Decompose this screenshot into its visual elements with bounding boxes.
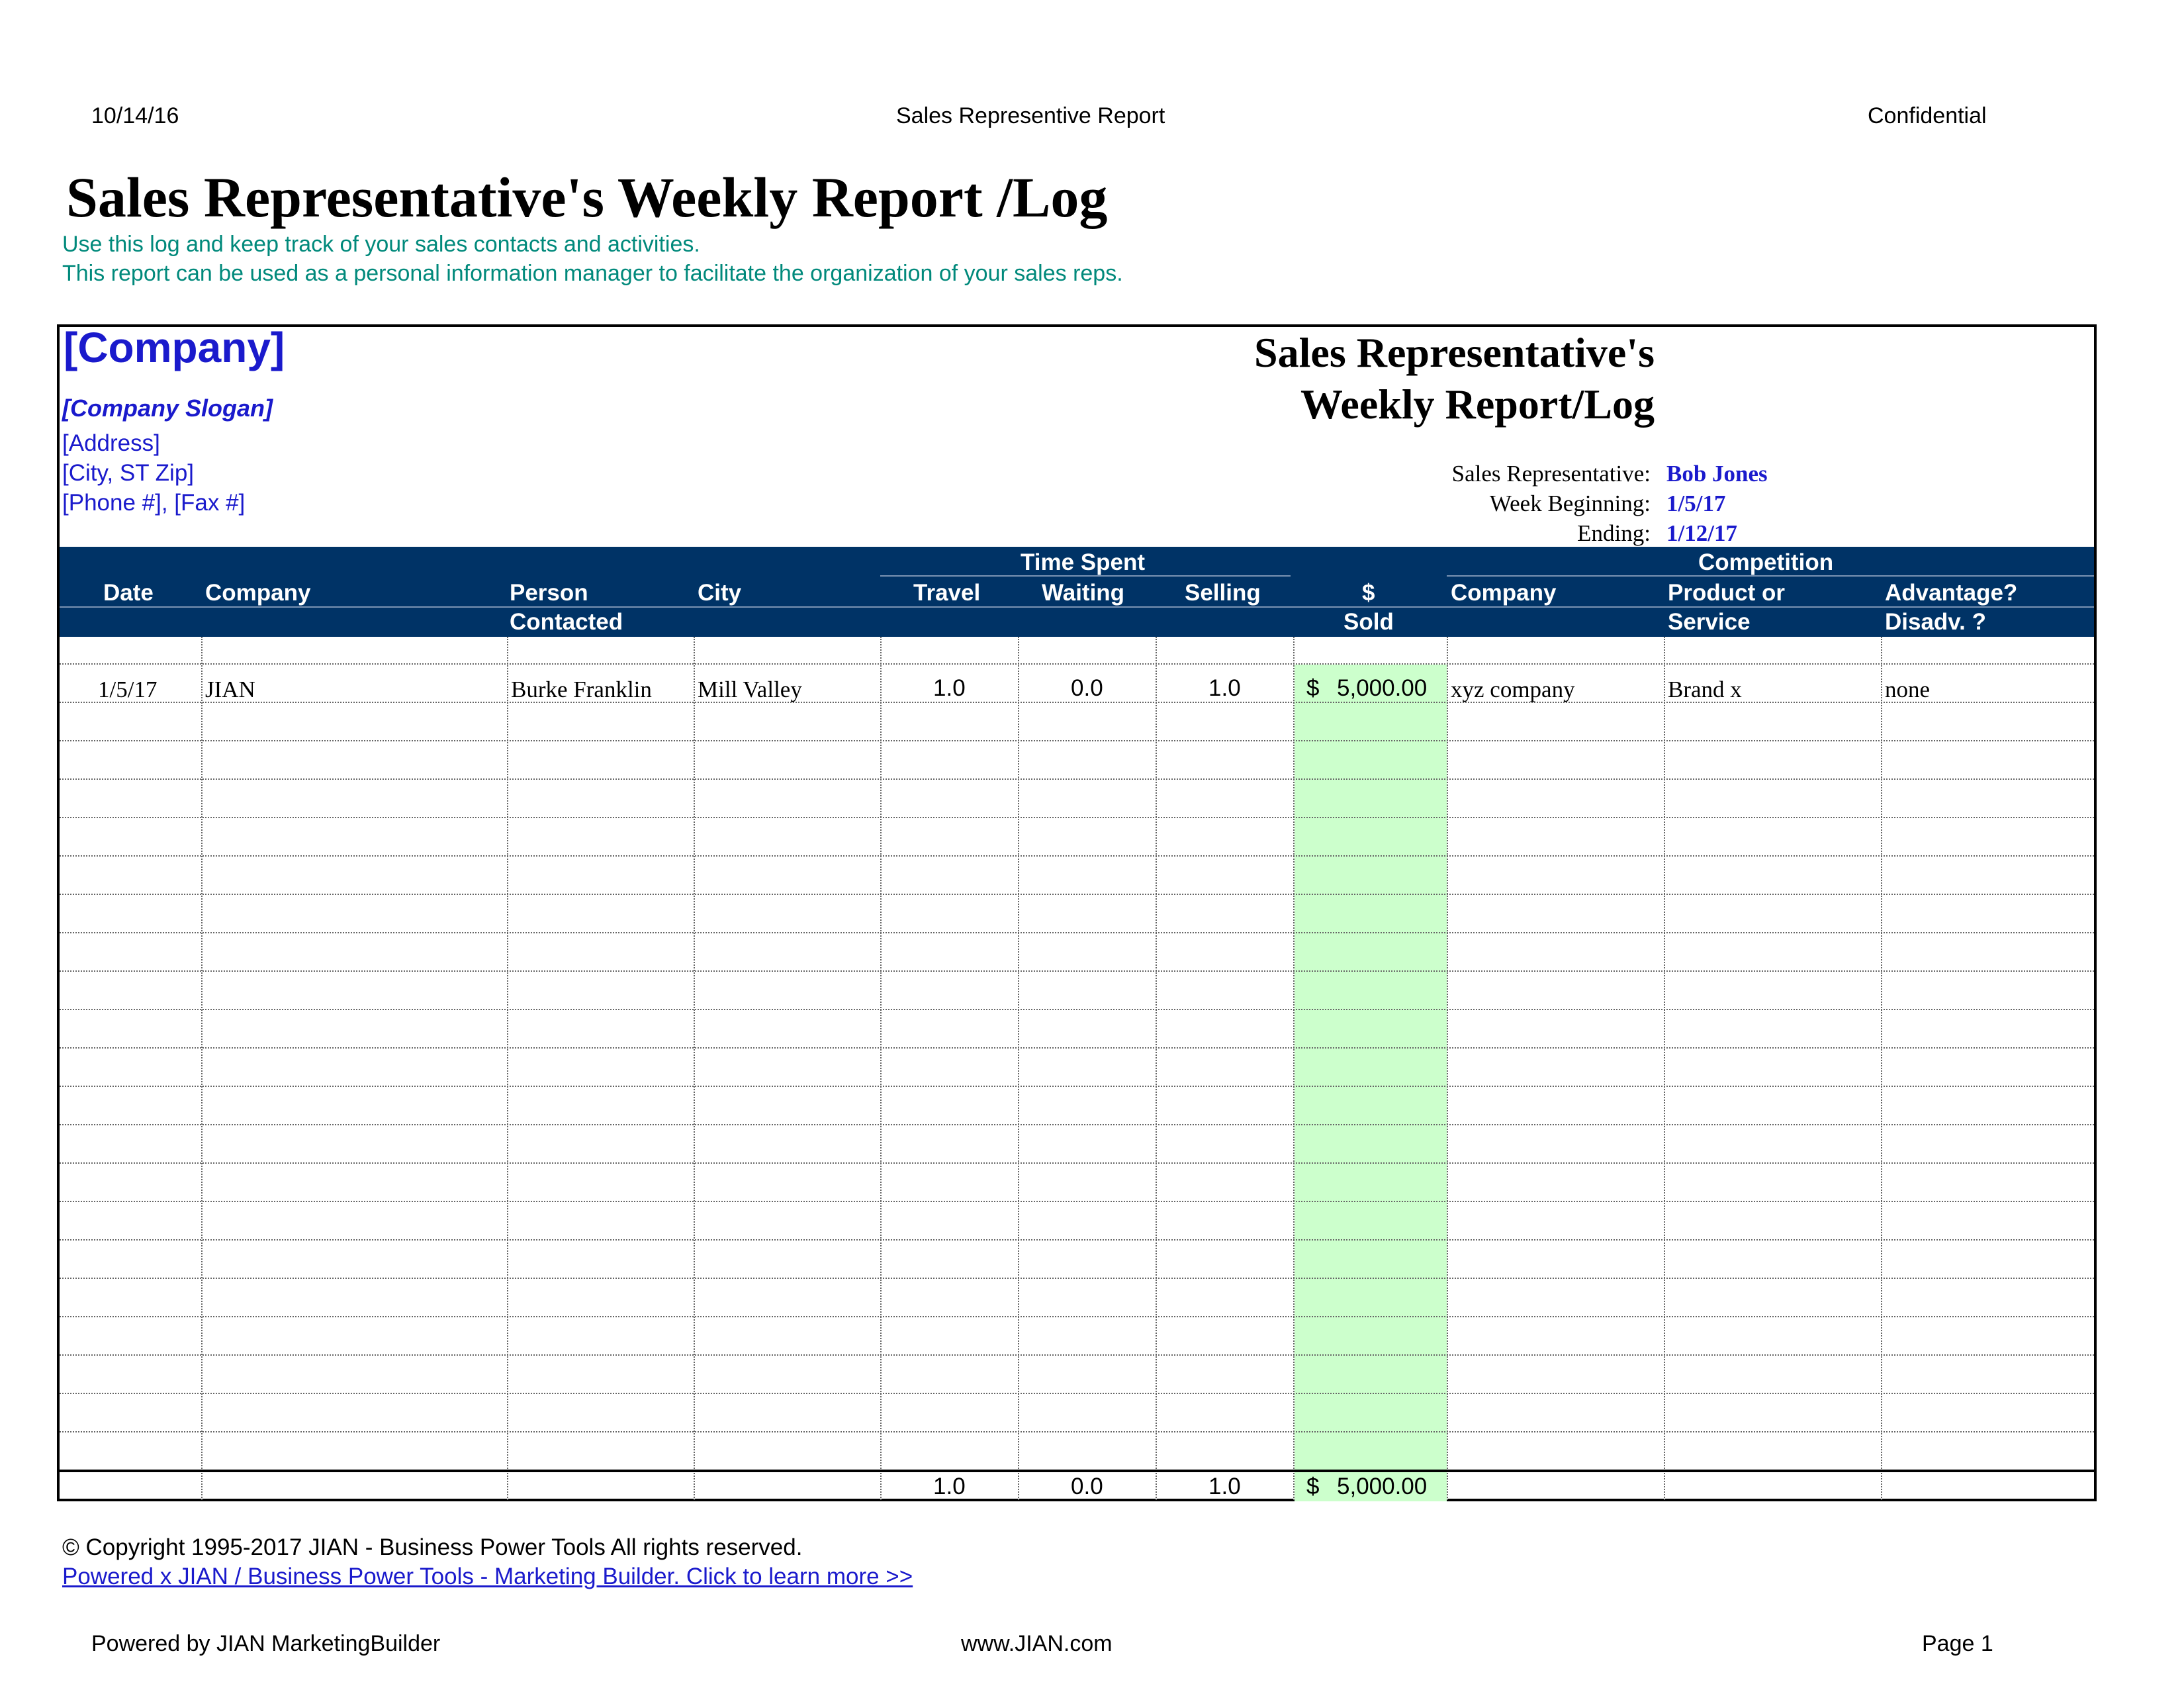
week-beginning-label: Week Beginning: <box>1489 491 1651 516</box>
col-header-sold: Sold <box>1343 609 1394 635</box>
total-selling: 1.0 <box>1208 1474 1241 1499</box>
header-center-title: Sales Representive Report <box>896 103 1165 128</box>
table-row <box>60 1394 2094 1432</box>
row1-person[interactable]: Burke Franklin <box>511 677 652 702</box>
ending-value[interactable]: 1/12/17 <box>1666 520 1737 546</box>
table-row <box>60 1125 2094 1164</box>
col-header-comp-company: Company <box>1451 580 1557 606</box>
company-address: [Address] <box>62 430 160 456</box>
table-row <box>60 703 2094 741</box>
report-title-line-1: Sales Representative's <box>1254 329 1655 376</box>
row1-advantage[interactable]: none <box>1885 677 1931 702</box>
table-row <box>60 741 2094 780</box>
table-row <box>60 895 2094 933</box>
table-row <box>60 1010 2094 1049</box>
col-header-product-2: Service <box>1668 609 1751 635</box>
col-divider <box>1664 637 1665 1500</box>
footer-powered-by: Powered by JIAN MarketingBuilder <box>91 1631 441 1656</box>
total-sold: 5,000.00 <box>1337 1474 1428 1499</box>
row1-travel[interactable]: 1.0 <box>933 675 966 701</box>
row1-date[interactable]: 1/5/17 <box>98 677 158 702</box>
col-divider <box>694 637 695 1500</box>
row1-selling[interactable]: 1.0 <box>1208 675 1241 701</box>
row1-sold[interactable]: 5,000.00 <box>1337 675 1428 701</box>
description-line-2: This report can be used as a personal information manager to facilitate the organization of your sales reps. <box>62 261 1123 286</box>
col-divider <box>1018 637 1019 1500</box>
col-header-company: Company <box>205 580 311 606</box>
footer-website: www.JIAN.com <box>961 1631 1113 1656</box>
col-header-waiting: Waiting <box>1042 580 1125 606</box>
marketing-builder-link[interactable]: Powered x JIAN / Business Power Tools - Marketing Builder. Click to learn more >> <box>62 1564 913 1589</box>
header-sep-row <box>60 606 2094 608</box>
row1-company[interactable]: JIAN <box>205 677 255 702</box>
col-divider <box>201 637 203 1500</box>
header-confidential: Confidential <box>1868 103 1987 128</box>
col-divider <box>507 637 508 1500</box>
col-divider <box>880 637 882 1500</box>
description-line-1: Use this log and keep track of your sales contacts and activities. <box>62 232 700 257</box>
table-row <box>60 1164 2094 1202</box>
report-title-line-2: Weekly Report/Log <box>1300 381 1655 428</box>
table-row <box>60 972 2094 1010</box>
row1-product[interactable]: Brand x <box>1668 677 1742 702</box>
total-waiting: 0.0 <box>1071 1474 1103 1499</box>
row1-waiting[interactable]: 0.0 <box>1071 675 1103 701</box>
col-divider <box>1293 637 1295 1500</box>
col-header-selling: Selling <box>1185 580 1261 606</box>
row1-comp-company[interactable]: xyz company <box>1451 677 1575 702</box>
header-date: 10/14/16 <box>91 103 179 128</box>
row1-sold-symbol: $ <box>1306 675 1320 701</box>
ending-label: Ending: <box>1577 520 1651 546</box>
table-row <box>60 780 2094 818</box>
col-header-person-2: Contacted <box>510 609 623 635</box>
col-header-product: Product or <box>1668 580 1785 606</box>
company-phone: [Phone #], [Fax #] <box>62 490 246 516</box>
col-divider <box>1156 637 1157 1500</box>
company-slogan: [Company Slogan] <box>62 395 273 422</box>
week-beginning-value[interactable]: 1/5/17 <box>1666 491 1726 516</box>
table-row <box>60 857 2094 895</box>
sales-rep-value[interactable]: Bob Jones <box>1666 461 1768 487</box>
table-row <box>60 933 2094 972</box>
total-sold-symbol: $ <box>1306 1474 1320 1499</box>
copyright-text: © Copyright 1995-2017 JIAN - Business Power Tools All rights reserved. <box>62 1534 803 1560</box>
col-divider <box>1447 637 1448 1500</box>
table-row <box>60 637 2094 665</box>
company-city: [City, ST Zip] <box>62 460 195 486</box>
sales-rep-label: Sales Representative: <box>1451 461 1651 487</box>
col-divider <box>1881 637 1882 1500</box>
table-row <box>60 1087 2094 1125</box>
col-header-city: City <box>698 580 742 606</box>
col-header-dollar: $ <box>1362 580 1375 606</box>
table-row <box>60 1279 2094 1317</box>
page-title: Sales Representative's Weekly Report /Log <box>66 165 1108 229</box>
table-row <box>60 818 2094 857</box>
col-header-person: Person <box>510 580 588 606</box>
footer-page-number: Page 1 <box>1922 1631 1993 1656</box>
table-row <box>60 1241 2094 1279</box>
table-row <box>60 1356 2094 1394</box>
table-row <box>60 1049 2094 1087</box>
table-row <box>60 1202 2094 1241</box>
total-travel: 1.0 <box>933 1474 966 1499</box>
group-header-competition: Competition <box>1698 549 1834 575</box>
company-name: [Company] <box>64 324 285 371</box>
col-header-advantage: Advantage? <box>1885 580 2018 606</box>
group-header-time-spent: Time Spent <box>1021 549 1146 575</box>
totals-divider <box>57 1470 2097 1472</box>
col-header-travel: Travel <box>913 580 981 606</box>
row1-city[interactable]: Mill Valley <box>698 677 802 702</box>
table-row <box>60 1317 2094 1356</box>
col-header-advantage-2: Disadv. ? <box>1885 609 1987 635</box>
col-header-date: Date <box>103 580 154 606</box>
